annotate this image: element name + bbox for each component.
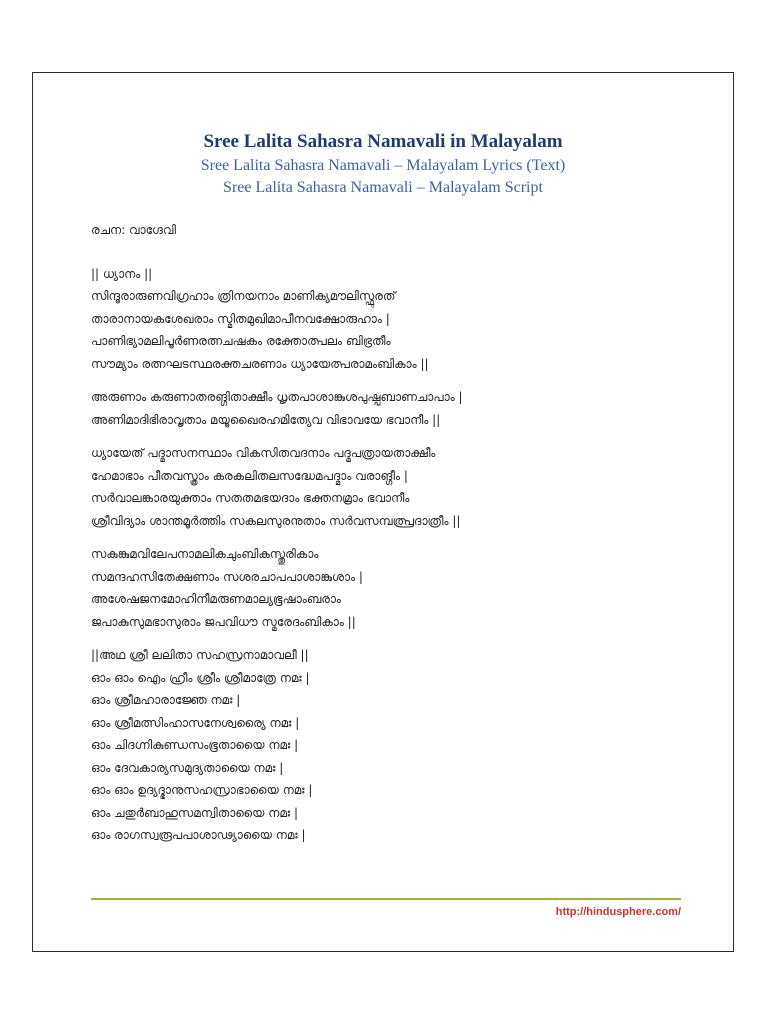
verse-line: താരാനായകശേഖരാം സ്മിതമുഖിമാപീനവക്ഷോരുഹാം | [91, 311, 390, 326]
footer-divider [91, 898, 681, 900]
verse-line: സർവാലങ്കാരയുക്താം സതതമഭയദാം ഭക്തനമ്രാം ഭവാനീം [91, 491, 410, 505]
verse-line: ഓം ശ്രീമഹാരാജ്ഞേ നമഃ | [91, 693, 241, 707]
document-subtitle-script: Sree Lalita Sahasra Namavali – Malayalam Script [223, 179, 543, 196]
verse-section [91, 263, 711, 376]
verse-line: അശേഷജനമോഹിനീമരുണമാല്യഭൂഷാംബരാം [91, 592, 341, 606]
verse-line: ഓം രാഗസ്വരൂപപാശാഢ്യായൈ നമഃ | [91, 828, 306, 842]
verse-line: അരുണാം കരുണാതരങ്ഗിതാക്ഷീം ധൃതപാശാങ്കുശപുഷ്പബാണചാപാം | [91, 390, 463, 404]
section-gap [91, 633, 711, 644]
verse-section [91, 543, 711, 633]
verse-section [91, 386, 711, 431]
verse-line: || ധ്യാനം || [91, 266, 153, 281]
section-gap [91, 532, 711, 543]
verse-line: സൗമ്യാം രത്നഘടസ്ഥരക്തചരണാം ധ്യായേത്പരാമംബികാം || [91, 356, 429, 371]
document-subtitle-lyrics: Sree Lalita Sahasra Namavali – Malayalam Lyrics (Text) [200, 157, 566, 174]
document-body [91, 219, 711, 847]
section-gap [91, 375, 711, 386]
verse-line: അണിമാദിഭിരാവൃതാം മയൂഖൈരഹമിത്യേവ വിഭാവയേ ഭവാനീം || [91, 412, 441, 427]
verse-line: ധ്യായേത് പദ്മാസനസ്ഥാം വികസിതവദനാം പദ്മപത്രായതാക്ഷീം [91, 446, 436, 460]
verse-line: ||അഥ ശ്രീ ലലിതാ സഹസ്രനാമാവലീ || [91, 648, 309, 662]
author-line: രചന: വാഗ്ദേവി [91, 223, 177, 237]
verse-line: ഓം ഓം ഉദ്യദ്ഭാനുസഹസ്രാഭായൈ നമഃ | [91, 783, 313, 797]
verse-sections [91, 263, 711, 847]
section-gap [91, 431, 711, 442]
verse-section [91, 442, 711, 532]
verse-line: സകുങ്കുമവിലേപനാമലികചുംബികസ്തൂരികാം [91, 547, 319, 561]
document-title: Sree Lalita Sahasra Namavali in Malayalam [203, 131, 563, 152]
document-page [32, 72, 734, 952]
verse-line: സമന്ദഹസിതേക്ഷണാം സശരചാപപാശാങ്കുശാം | [91, 569, 363, 584]
verse-line: ഓം ഓം ഐം ഹ്രീം ശ്രീം ശ്രീമാത്രേ നമഃ | [91, 670, 310, 685]
verse-line: ഓം ചതുർബാഹുസമന്വിതായൈ നമഃ | [91, 805, 299, 820]
verse-line: ഓം ചിദഗ്നികുണ്ഡസംഭൂതായൈ നമഃ | [91, 738, 299, 752]
verse-line: സിന്ദൂരാരുണവിഗ്രഹാം ത്രിനയനാം മാണിക്യമൗലിസ്ഫുരത് [91, 289, 396, 303]
verse-section [91, 644, 711, 847]
verse-line: പാണിഭ്യാമലിപൂർണരത്നചഷകം രക്തോത്പലം ബിഭ്രതീം [91, 334, 391, 348]
verse-line: ജപാകുസുമഭാസുരാം ജപവിധൗ സ്മരേദംബികാം || [91, 614, 356, 629]
verse-line: ഹേമാഭാം പീതവസ്ത്രാം കരകലിതലസദ്ധേമപദ്മാം വരാങ്ഗീം | [91, 468, 408, 483]
verse-line: ഓം ദേവകാര്യസമുദ്യതായൈ നമഃ | [91, 760, 284, 775]
verse-line: ശ്രീവിദ്യാം ശാന്തമൂർത്തിം സകലസുരനുതാം സർവസമ്പത്പ്രദാത്രീം || [91, 513, 461, 528]
verse-line: ഓം ശ്രീമത്സിംഹാസനേശ്വര്യൈ നമഃ | [91, 715, 300, 730]
footer-link[interactable]: http://hindusphere.com/ [555, 906, 681, 918]
